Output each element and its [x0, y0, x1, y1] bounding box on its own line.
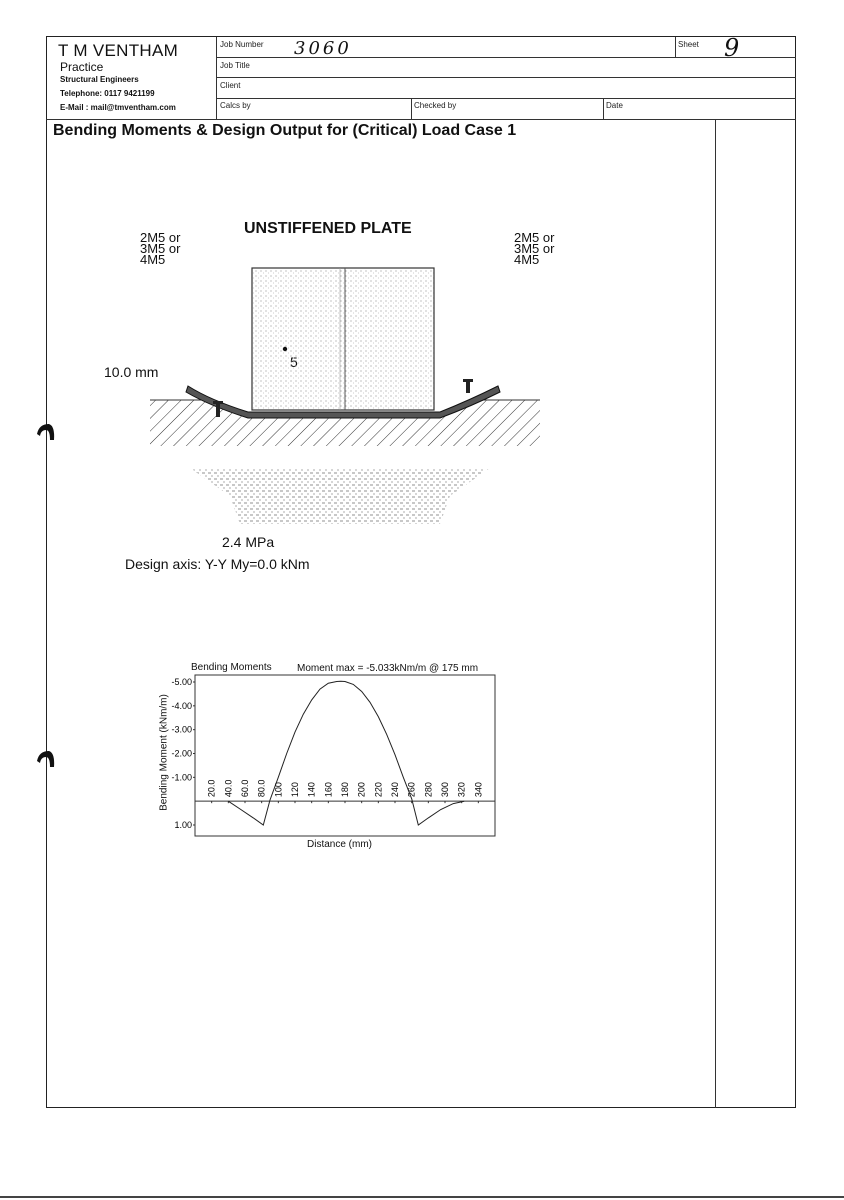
x-tick-label: 180	[340, 782, 350, 798]
date-label: Date	[606, 101, 623, 110]
x-tick-label: 80.0	[256, 779, 267, 798]
company-telephone: Telephone: 0117 9421199	[60, 89, 155, 98]
chart-y-label: Bending Moment (kNm/m)	[158, 694, 170, 811]
plate-diagram-title: UNSTIFFENED PLATE	[244, 220, 412, 237]
job-number-value: 3060	[294, 38, 352, 59]
x-tick-label: 200	[356, 782, 367, 798]
x-tick-label: 140	[306, 782, 317, 798]
header-bottom-rule	[46, 119, 796, 120]
design-axis-label: Design axis: Y-Y My=0.0 kNm	[125, 556, 310, 572]
x-tick-label: 60.0	[240, 779, 250, 798]
x-tick-label: 20.0	[206, 779, 217, 798]
x-tick-label: 40.0	[223, 779, 234, 798]
header-rule-3	[216, 98, 796, 99]
calcs-by-label: Calcs by	[220, 101, 251, 110]
sheet-number-value: 9	[724, 34, 740, 62]
x-tick-label: 340	[473, 782, 484, 798]
scan-bottom-edge	[0, 1196, 844, 1198]
y-tick-label: -4.00	[171, 700, 192, 711]
bearing-pressure-label: 2.4 MPa	[222, 534, 275, 550]
x-tick-label: 240	[390, 782, 400, 798]
bolt-spec-right: 2M5 or 3M5 or 4M5	[514, 230, 555, 267]
sheet-label: Sheet	[678, 40, 699, 49]
page-title: Bending Moments & Design Output for (Critical) Load Case 1	[53, 122, 517, 139]
bolt-spec-left: 2M5 or 3M5 or 4M5	[140, 230, 181, 267]
plate-marker-dot	[283, 347, 287, 351]
chart-plot-area	[195, 675, 495, 836]
x-tick-label: 320	[456, 782, 467, 798]
chart-title: Bending Moments	[191, 662, 272, 673]
x-tick-label: 280	[423, 782, 434, 798]
right-margin-rule	[715, 119, 716, 1108]
x-tick-label: 160	[323, 782, 334, 798]
column-section	[252, 268, 434, 410]
x-tick-label: 120	[290, 782, 300, 798]
company-sub: Practice	[60, 60, 104, 74]
header-divider-checked	[411, 98, 412, 119]
punch-hole-mark-bottom	[35, 747, 55, 769]
chart-subtitle: Moment max = -5.033kNm/m @ 175 mm	[297, 663, 479, 674]
company-name: T M VENTHAM	[58, 41, 179, 60]
x-tick-label: 220	[373, 782, 384, 798]
y-tick-label: -5.00	[171, 677, 192, 687]
x-tick-label: 100	[273, 782, 284, 798]
client-label: Client	[220, 81, 241, 90]
job-title-label: Job Title	[220, 61, 250, 70]
bending-moment-chart	[150, 670, 510, 845]
punch-hole-mark-top	[35, 420, 55, 442]
calc-sheet-frame	[46, 36, 796, 1108]
bending-moment-series-line	[228, 681, 464, 825]
y-tick-label: 1.00	[174, 820, 192, 830]
plate-diagram	[140, 250, 560, 450]
header-rule-2	[216, 77, 796, 78]
anchor-bolt-right	[463, 379, 473, 393]
y-tick-label: -1.00	[171, 772, 192, 783]
header-divider-sheet	[675, 37, 676, 58]
bearing-pressure-block	[190, 460, 490, 530]
checked-by-label: Checked by	[414, 101, 457, 110]
x-tick-label: 260	[406, 782, 417, 798]
x-tick-label: 300	[440, 782, 450, 798]
chart-x-label: Distance (mm)	[307, 839, 373, 850]
header-divider-company	[216, 37, 217, 119]
company-email: E-Mail : mail@tmventham.com	[60, 103, 176, 112]
job-number-label: Job Number	[220, 40, 264, 49]
company-role: Structural Engineers	[60, 75, 139, 84]
y-tick-label: -2.00	[171, 748, 192, 759]
plate-thickness-label: 10.0 mm	[104, 364, 159, 380]
y-tick-label: -3.00	[171, 724, 192, 735]
header-divider-date	[603, 98, 604, 119]
